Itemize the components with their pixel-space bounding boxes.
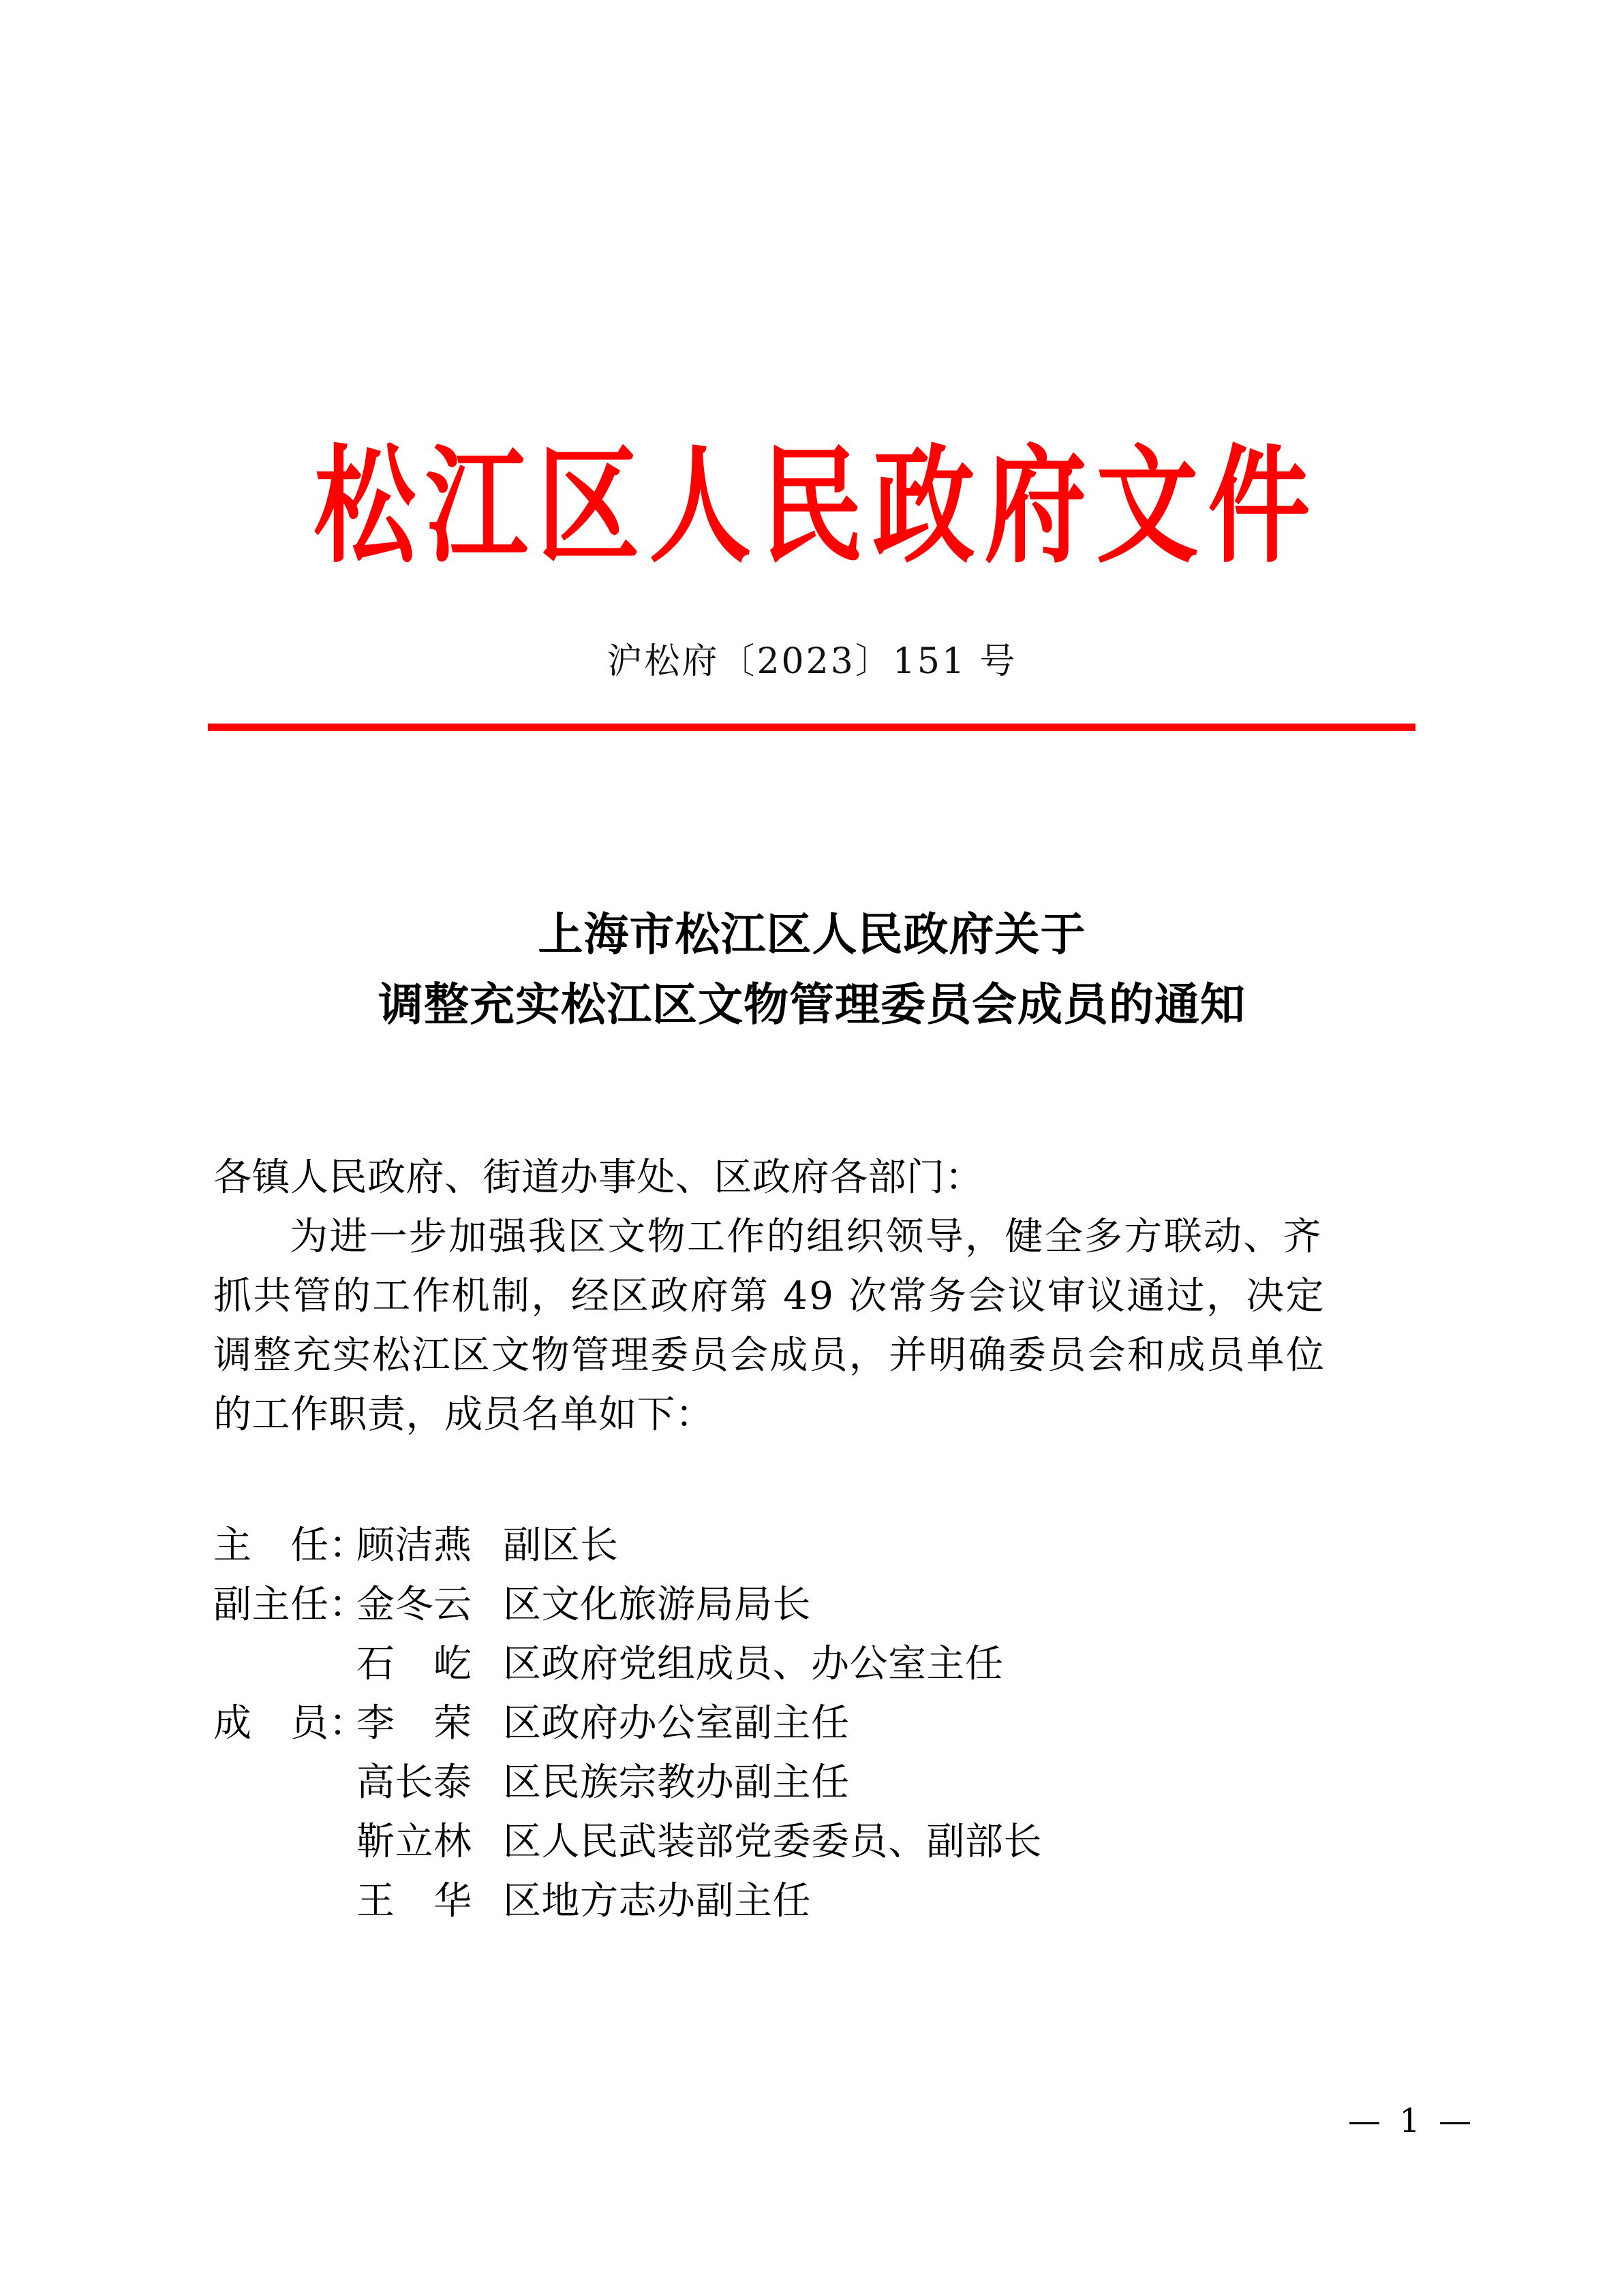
- roster-name: 李 荣: [356, 1701, 472, 1746]
- page-number-footer: — 1 —: [1347, 2102, 1475, 2140]
- roster-name: 王 华: [356, 1879, 472, 1923]
- red-separator-rule: [208, 724, 1415, 731]
- roster-post: 区政府办公室副主任: [503, 1701, 850, 1746]
- roster-row: [213, 1694, 1423, 1753]
- roster-role: 主 任：: [213, 1523, 367, 1568]
- body-paragraph-line-1: 为进一步加强我区文物工作的组织领导，健全多方联动、齐: [290, 1215, 1323, 1259]
- body-paragraph-line-4: 的工作职责，成员名单如下：: [213, 1393, 714, 1437]
- member-roster: [213, 1516, 1423, 1931]
- roster-row: [213, 1516, 1423, 1575]
- roster-post: 区民族宗教办副主任: [503, 1760, 850, 1805]
- roster-post: 副区长: [503, 1523, 619, 1568]
- roster-row: [213, 1872, 1423, 1931]
- roster-name: 石 屹: [356, 1642, 472, 1686]
- roster-post: 区文化旅游局局长: [503, 1583, 811, 1627]
- masthead: [0, 431, 1624, 581]
- document-title: [204, 899, 1420, 1040]
- roster-post: 区人民武装部党委委员、副部长: [503, 1820, 1042, 1864]
- roster-row: [213, 1812, 1423, 1872]
- masthead-title: 松江区人民政府文件: [313, 431, 1320, 581]
- body-paragraph-line-3: 调整充实松江区文物管理委员会成员，并明确委员会和成员单位: [213, 1333, 1326, 1378]
- roster-role: 副主任：: [213, 1583, 367, 1627]
- body-text: [213, 1148, 1423, 1444]
- roster-row: [213, 1753, 1423, 1812]
- document-title-line-1: 上海市松江区人民政府关于: [538, 907, 1086, 961]
- document-number: 沪松府〔2023〕151 号: [607, 641, 1017, 682]
- roster-name: 顾洁燕: [356, 1523, 472, 1568]
- roster-row: [213, 1634, 1423, 1694]
- roster-name: 高长泰: [356, 1760, 472, 1805]
- salutation: 各镇人民政府、街道办事处、区政府各部门：: [213, 1155, 983, 1200]
- roster-name: 靳立林: [356, 1820, 472, 1864]
- document-title-line-2: 调整充实松江区文物管理委员会成员的通知: [378, 978, 1246, 1031]
- body-paragraph-line-2: 抓共管的工作机制，经区政府第 49 次常务会议审议通过，决定: [213, 1274, 1326, 1318]
- roster-post: 区地方志办副主任: [503, 1879, 811, 1923]
- roster-row: [213, 1575, 1423, 1634]
- roster-name: 金冬云: [356, 1583, 472, 1627]
- roster-role: 成 员：: [213, 1701, 367, 1746]
- roster-post: 区政府党组成员、办公室主任: [503, 1642, 1004, 1686]
